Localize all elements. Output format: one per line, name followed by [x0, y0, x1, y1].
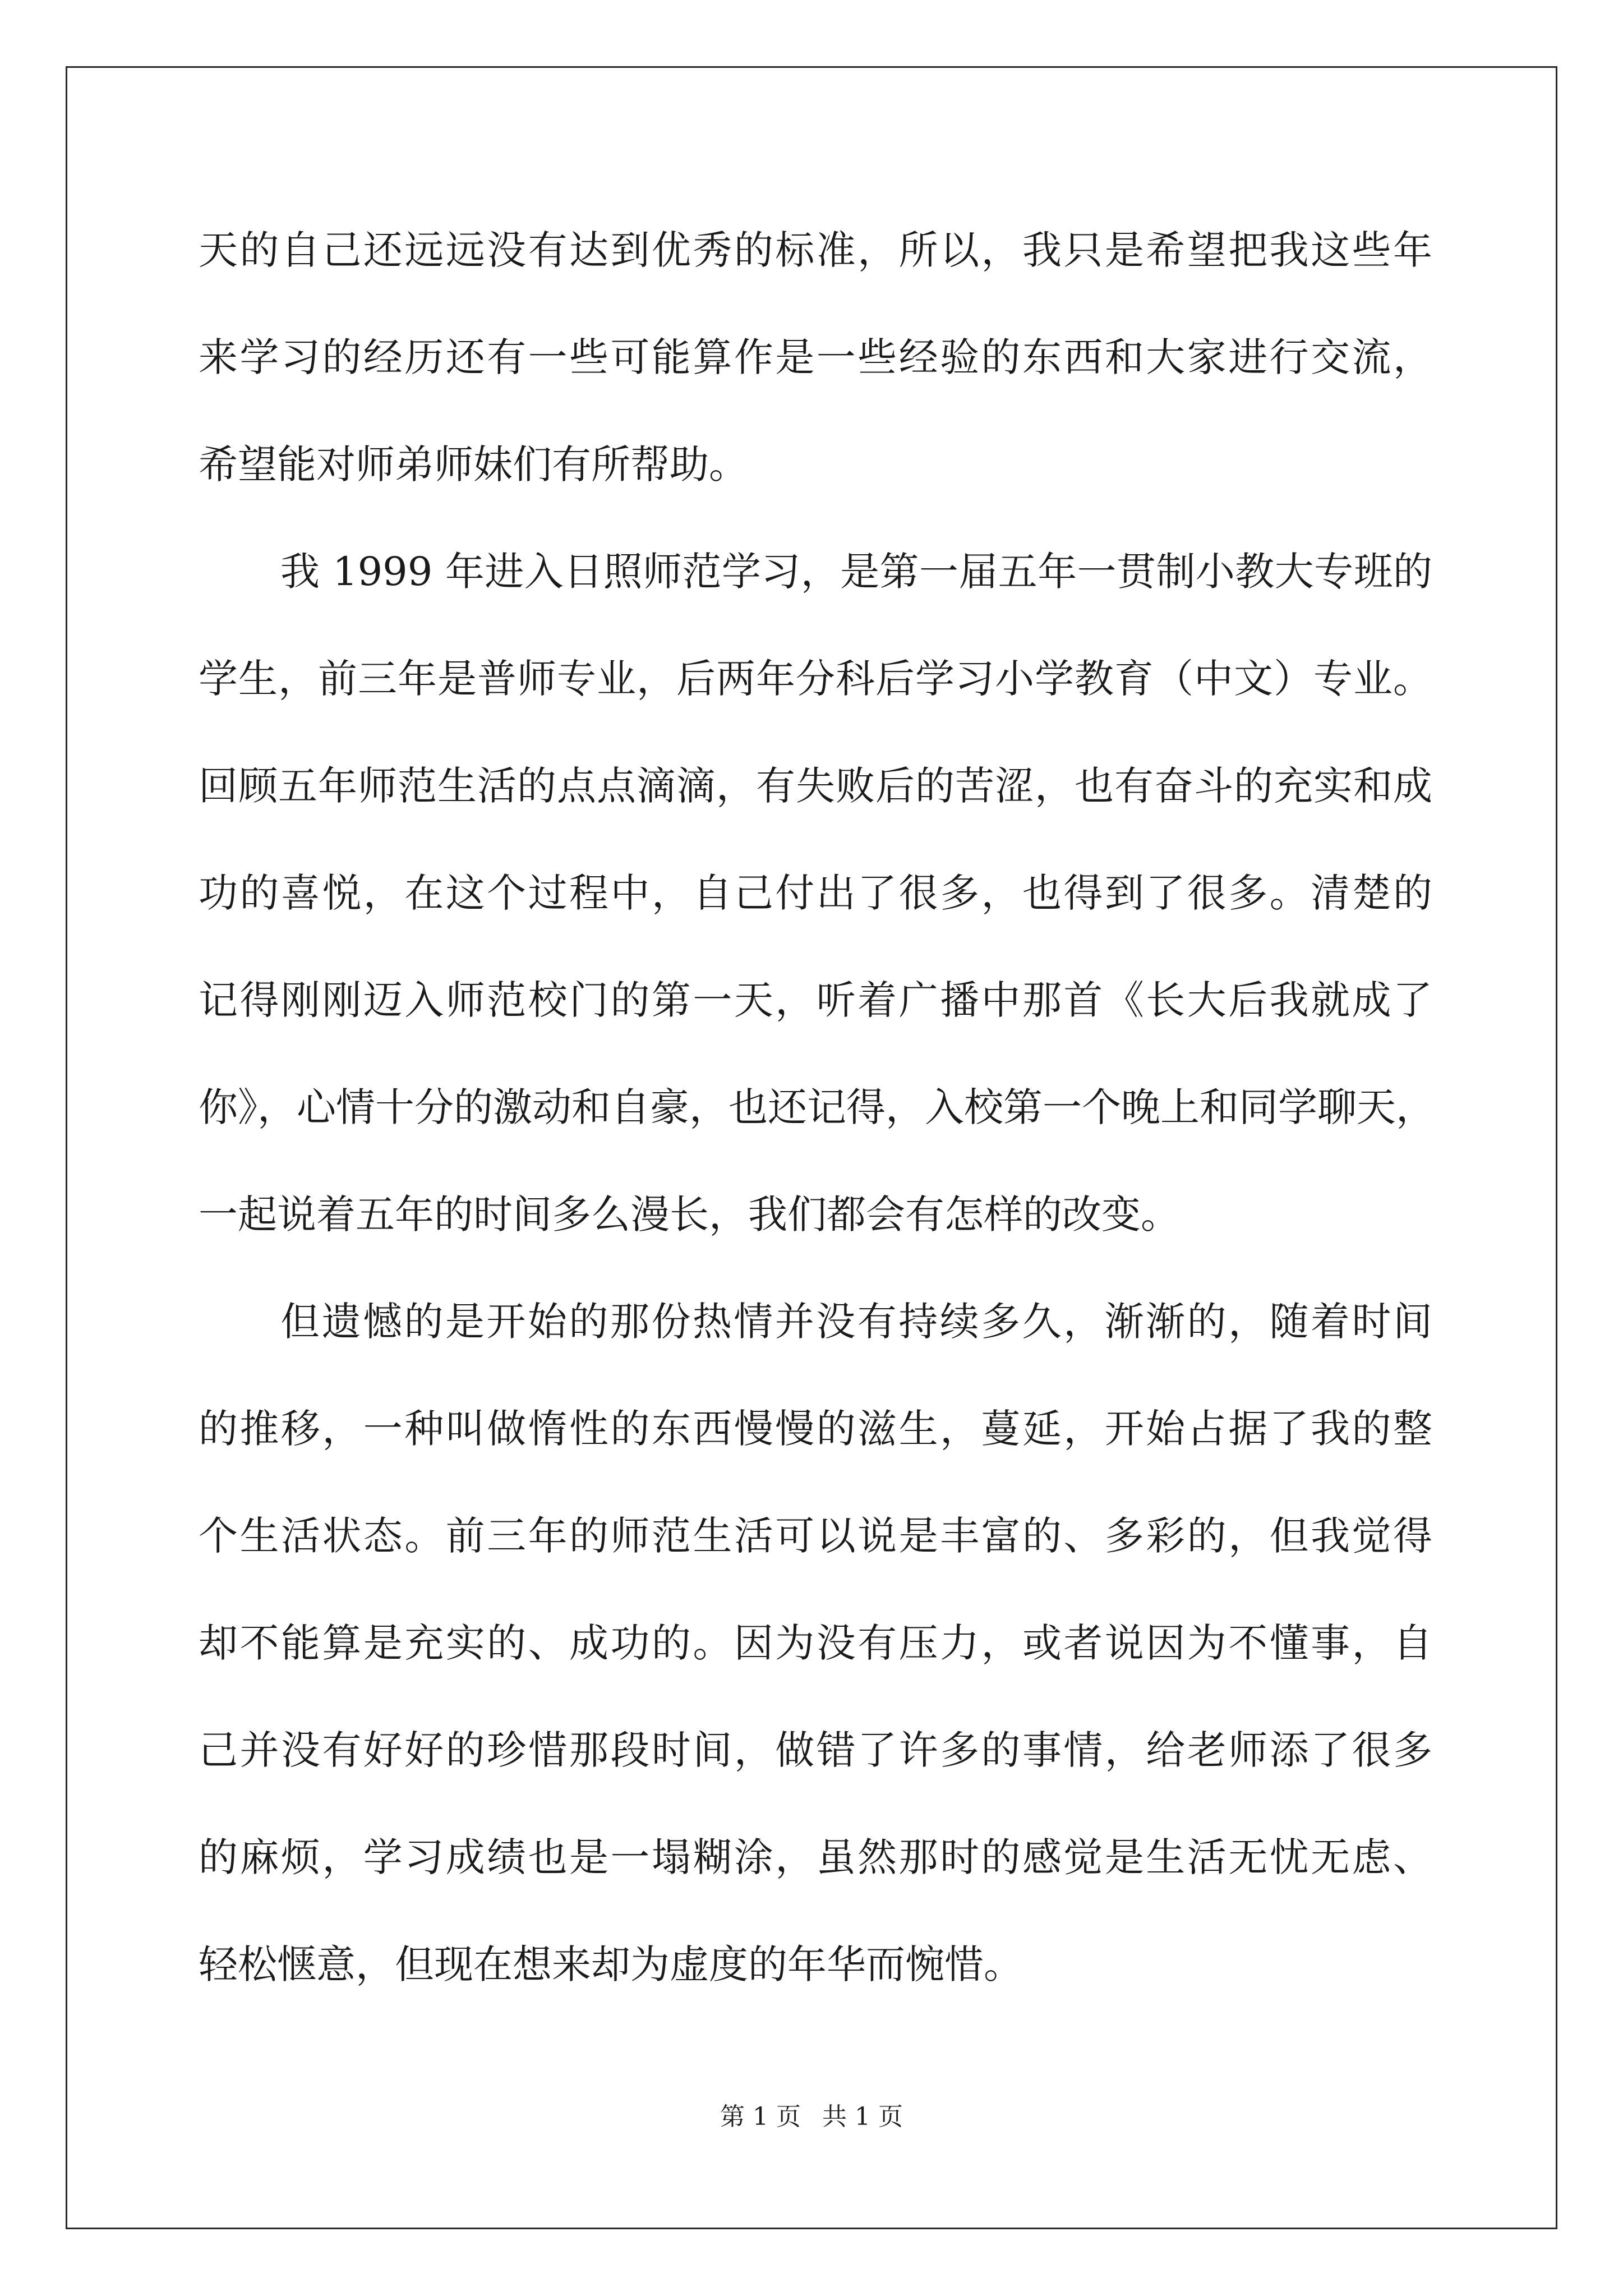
- text-line: 回顾五年师范生活的点点滴滴，有失败后的苦涩，也有奋斗的充实和成: [199, 763, 1432, 809]
- text-line: 功的喜悦，在这个过程中，自己付出了很多，也得到了很多。清楚的: [199, 870, 1432, 916]
- text-line: 的麻烦，学习成绩也是一塌糊涂，虽然那时的感觉是生活无忧无虑、: [199, 1834, 1432, 1880]
- text-line: 己并没有好好的珍惜那段时间，做错了许多的事情，给老师添了很多: [199, 1727, 1432, 1773]
- text-line: 天的自己还远远没有达到优秀的标准，所以，我只是希望把我这些年: [199, 227, 1432, 273]
- page-number: 第 1 页: [720, 2102, 801, 2131]
- text-line: 记得刚刚迈入师范校门的第一天，听着广播中那首《长大后我就成了: [199, 977, 1432, 1023]
- text-line: 来学习的经历还有一些可能算作是一些经验的东西和大家进行交流，: [199, 334, 1432, 380]
- text-line: 的推移，一种叫做惰性的东西慢慢的滋生，蔓延，开始占据了我的整: [199, 1406, 1432, 1452]
- text-line: 学生，前三年是普师专业，后两年分科后学习小学教育（中文）专业。: [199, 656, 1432, 702]
- page-footer: [0, 2100, 1623, 2134]
- text-line: 轻松惬意，但现在想来却为虚度的年华而惋惜。: [199, 1941, 1023, 1987]
- text-line: 个生活状态。前三年的师范生活可以说是丰富的、多彩的，但我觉得: [199, 1513, 1432, 1559]
- paragraph-start-line: 我 1999 年进入日照师范学习，是第一届五年一贯制小教大专班的: [280, 549, 1432, 595]
- paragraph-start-line: 但遗憾的是开始的那份热情并没有持续多久，渐渐的，随着时间: [280, 1299, 1432, 1345]
- text-line: 你》，心情十分的激动和自豪，也还记得，入校第一个晚上和同学聊天，: [199, 1084, 1435, 1130]
- page-total: 共 1 页: [822, 2102, 903, 2131]
- text-line: 希望能对师弟师妹们有所帮助。: [199, 441, 748, 487]
- document-body: [199, 220, 1435, 2041]
- text-line: 却不能算是充实的、成功的。因为没有压力，或者说因为不懂事，自: [199, 1620, 1432, 1666]
- text-line: 一起说着五年的时间多么漫长，我们都会有怎样的改变。: [199, 1191, 1180, 1237]
